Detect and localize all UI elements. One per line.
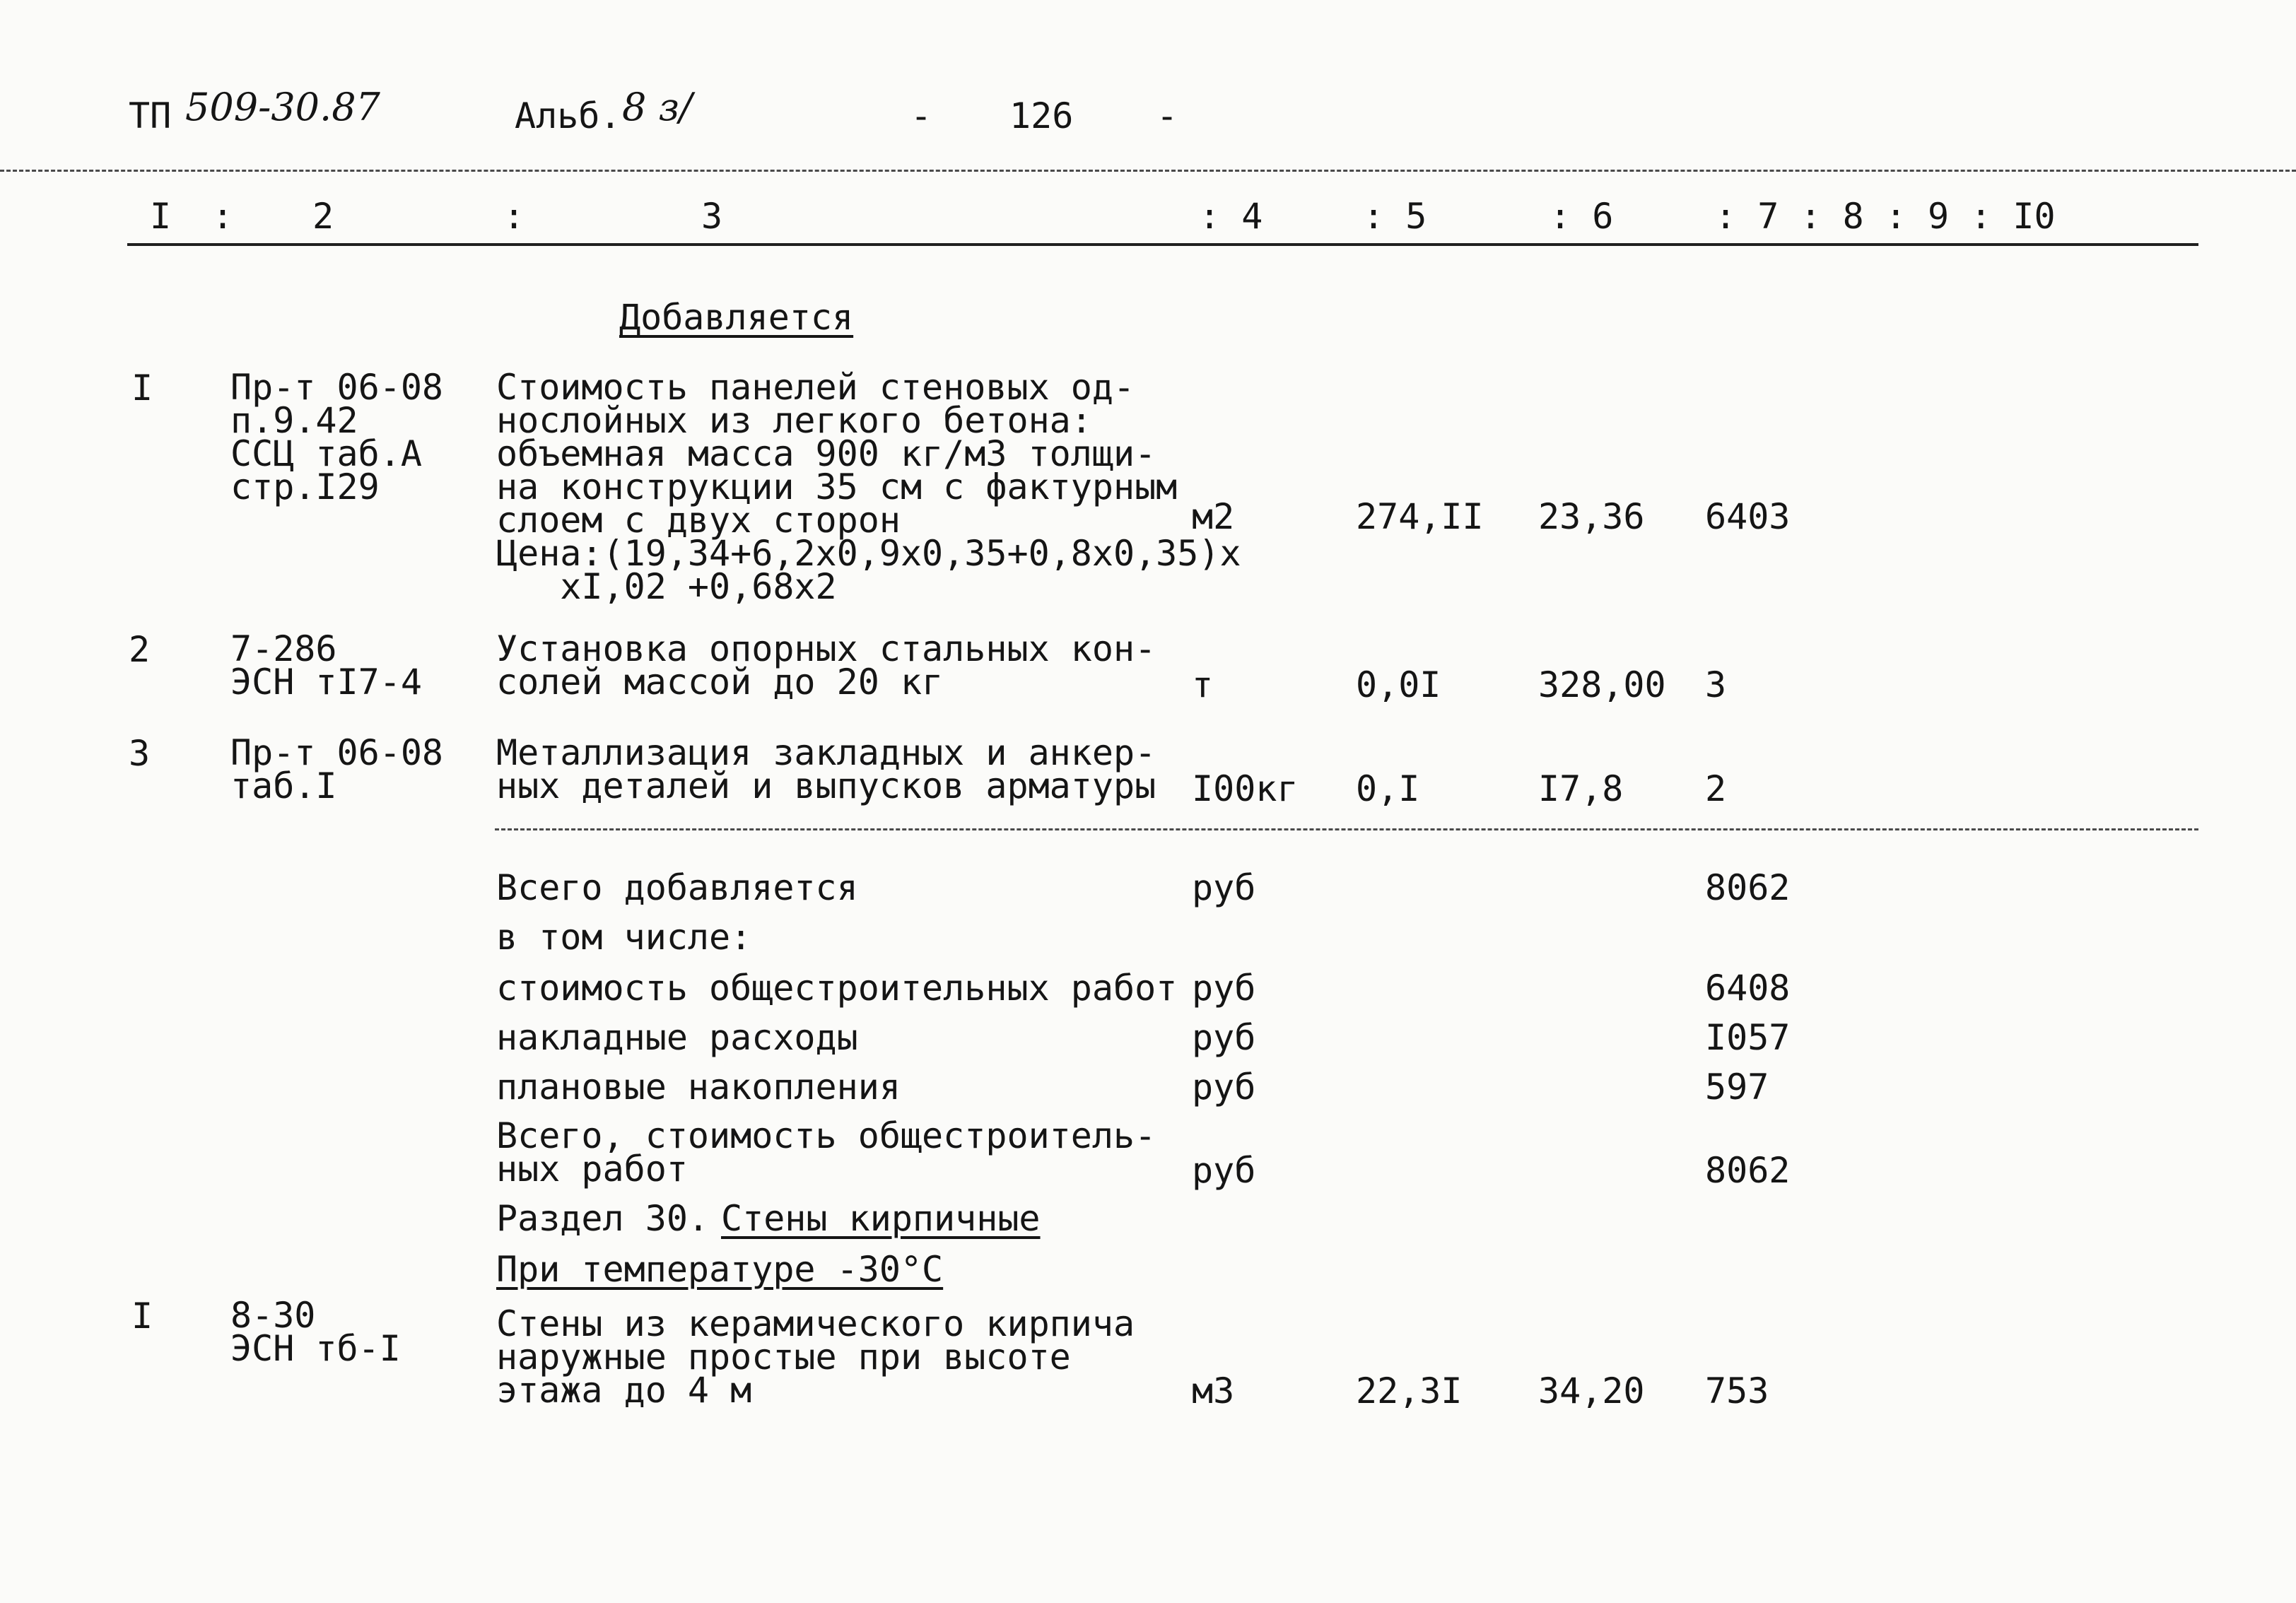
totals-label: Всего добавляется (496, 867, 858, 908)
totals-unit: руб (1192, 1150, 1256, 1191)
column-header-2: 2 (312, 196, 334, 237)
section-30-title: Стены кирпичные (721, 1198, 1041, 1239)
row-reference: Пр-т 06-08 таб.I (230, 732, 444, 806)
tp-label: ТП (129, 95, 172, 136)
section-added-heading: Добавляется (619, 297, 854, 338)
row-quantity: 22,3I (1356, 1370, 1463, 1411)
album-number-handwritten: 8 з/ (622, 85, 693, 129)
row-quantity: 0,I (1356, 768, 1420, 809)
row-reference: 8-30 ЭСН тб-I (230, 1295, 401, 1369)
row-reference: 7-286 ЭСН тI7-4 (230, 628, 422, 703)
column-header-5: : 5 (1363, 196, 1427, 237)
row-description: Металлизация закладных и анкер- ных деталей и выпусков арматуры (496, 732, 1156, 806)
row-description: Стены из керамического кирпича наружные простые при высоте этажа до 4 м (496, 1303, 1135, 1411)
row-unit-price: I7,8 (1538, 768, 1624, 809)
totals-unit: руб (1192, 968, 1256, 1009)
column-header-7-10: : 7 : 8 : 9 : I0 (1715, 196, 2056, 237)
column-separator: : (503, 196, 525, 237)
column-header-1: I (150, 196, 172, 237)
row-unit: м3 (1192, 1370, 1235, 1411)
row-number: 2 (129, 629, 151, 670)
column-separator: : (212, 196, 234, 237)
row-total-cost: 753 (1705, 1370, 1769, 1411)
header-bottom-rule (127, 243, 2198, 246)
row-total-cost: 6403 (1705, 496, 1791, 537)
column-header-3: 3 (701, 196, 723, 237)
album-label: Альб. (515, 95, 621, 136)
totals-label: накладные расходы (496, 1017, 858, 1058)
row-number: I (131, 1296, 153, 1337)
totals-unit: руб (1192, 867, 1256, 908)
totals-divider (495, 828, 2198, 830)
header-top-rule (0, 170, 2296, 172)
section-30-prefix: Раздел 30. (496, 1198, 710, 1239)
row-unit: т (1192, 664, 1214, 705)
totals-unit: руб (1192, 1067, 1256, 1108)
totals-label: плановые накопления (496, 1067, 901, 1108)
row-unit: м2 (1192, 496, 1235, 537)
column-header-4: : 4 (1199, 196, 1263, 237)
totals-unit: руб (1192, 1017, 1256, 1058)
totals-value: I057 (1705, 1017, 1791, 1058)
row-description: Стоимость панелей стеновых од- нослойных из легкого бетона: объемная масса 900 кг/м3 толщи- на конструкции 35 см с фактурным слоем с двух сторон Цена:(19,34+6,2х0,9х0,35+0,8х0,35)х хI,02 +0,68х2 (496, 367, 1241, 607)
totals-value: 8062 (1705, 1150, 1791, 1191)
row-total-cost: 2 (1705, 768, 1727, 809)
row-reference: Пр-т 06-08 п.9.42 ССЦ таб.А стр.I29 (230, 367, 444, 507)
row-number: I (131, 368, 153, 409)
row-quantity: 0,0I (1356, 664, 1441, 705)
row-total-cost: 3 (1705, 664, 1727, 705)
totals-value: 597 (1705, 1067, 1769, 1108)
page-number-dash-left: - (910, 95, 932, 136)
row-quantity: 274,II (1356, 496, 1484, 537)
row-unit-price: 328,00 (1538, 664, 1666, 705)
section-30-temperature: При температуре -30°С (496, 1249, 944, 1290)
row-unit-price: 34,20 (1538, 1370, 1645, 1411)
page-number-dash-right: - (1156, 95, 1178, 136)
tp-number-handwritten: 509-30.87 (185, 85, 380, 129)
totals-value: 6408 (1705, 968, 1791, 1009)
page-number: 126 (1009, 95, 1074, 136)
row-description: Установка опорных стальных кон- солей массой до 20 кг (496, 628, 1156, 703)
row-unit: I00кг (1192, 768, 1299, 809)
totals-label: Всего, стоимость общестроитель- ных работ (496, 1115, 1156, 1190)
totals-value: 8062 (1705, 867, 1791, 908)
row-unit-price: 23,36 (1538, 496, 1645, 537)
row-number: 3 (129, 733, 151, 774)
totals-label: стоимость общестроительных работ (496, 968, 1178, 1009)
totals-label: в том числе: (496, 917, 752, 958)
column-header-6: : 6 (1550, 196, 1614, 237)
